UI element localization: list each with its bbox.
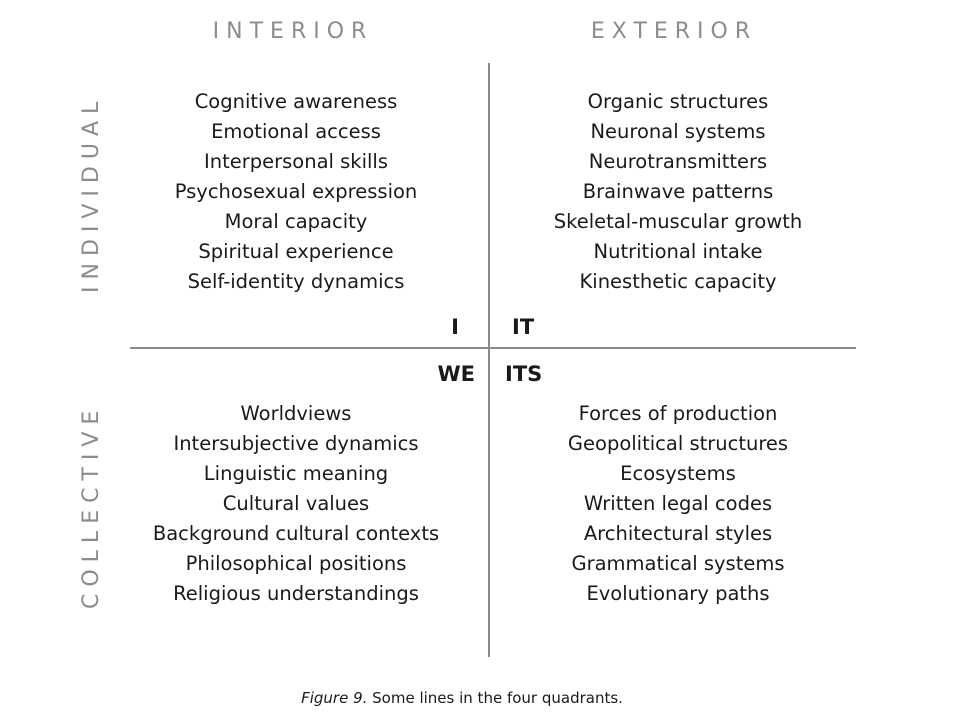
quadrant-label-its: ITS — [505, 362, 543, 386]
list-item: Moral capacity — [224, 210, 368, 233]
list-item: Forces of production — [578, 402, 778, 425]
caption-text: Some lines in the four quadrants. — [367, 689, 623, 707]
list-item: Cultural values — [222, 492, 370, 515]
list-item: Interpersonal skills — [203, 150, 389, 173]
list-item: Emotional access — [211, 120, 381, 143]
list-item: Psychosexual expression — [174, 180, 418, 203]
list-item: Worldviews — [240, 402, 352, 425]
figure-caption — [0, 689, 924, 707]
list-item: Ecosystems — [620, 462, 736, 485]
list-item: Neuronal systems — [590, 120, 766, 143]
quadrant-label-it: IT — [512, 315, 535, 339]
lower-left-quadrant-list — [131, 399, 461, 609]
list-item: Skeletal-muscular growth — [553, 210, 803, 233]
list-item: Neurotransmitters — [588, 150, 768, 173]
quadrant-label-we: WE — [437, 362, 475, 386]
row-header-collective: COLLECTIVE — [79, 403, 104, 609]
list-item: Geopolitical structures — [567, 432, 789, 455]
list-item: Brainwave patterns — [582, 180, 774, 203]
list-item: Intersubjective dynamics — [173, 432, 419, 455]
column-header-exterior: EXTERIOR — [590, 19, 758, 44]
list-item: Linguistic meaning — [203, 462, 389, 485]
list-item: Kinesthetic capacity — [579, 270, 777, 293]
column-header-interior: INTERIOR — [212, 19, 374, 44]
list-item: Spiritual experience — [198, 240, 394, 263]
list-item: Organic structures — [587, 90, 769, 113]
list-item: Nutritional intake — [593, 240, 763, 263]
vertical-divider — [488, 63, 490, 657]
lower-right-quadrant-list — [513, 399, 843, 609]
figure-number: Figure 9. — [301, 689, 368, 707]
upper-right-quadrant-list — [513, 87, 843, 297]
upper-left-quadrant-list — [131, 87, 461, 297]
list-item: Self-identity dynamics — [187, 270, 405, 293]
list-item: Background cultural contexts — [152, 522, 440, 545]
quadrant-label-i: I — [451, 315, 459, 339]
list-item: Cognitive awareness — [194, 90, 398, 113]
list-item: Grammatical systems — [571, 552, 785, 575]
list-item: Religious understandings — [173, 582, 419, 605]
list-item: Philosophical positions — [185, 552, 407, 575]
list-item: Evolutionary paths — [586, 582, 770, 605]
row-header-individual: INDIVIDUAL — [79, 94, 104, 294]
list-item: Written legal codes — [583, 492, 773, 515]
horizontal-divider — [130, 347, 856, 349]
list-item: Architectural styles — [583, 522, 773, 545]
